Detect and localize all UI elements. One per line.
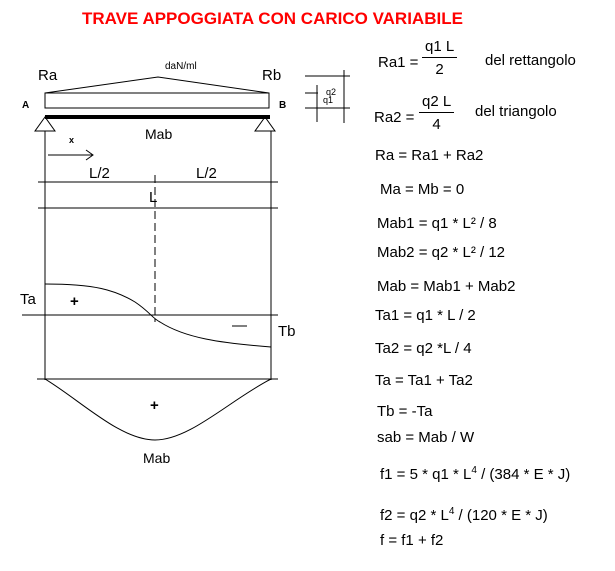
formula-tb: Tb = -Ta xyxy=(377,403,433,420)
ra1-numerator: q1 L xyxy=(422,39,457,58)
moment-diagram-label: Mab xyxy=(143,450,171,466)
formula-ta2: Ta2 = q2 *L / 4 xyxy=(375,340,472,357)
node-a-label: A xyxy=(22,100,30,111)
x-label: x xyxy=(69,135,75,145)
formula-f: f = f1 + f2 xyxy=(380,532,444,549)
formula-f1-exponent: 4 xyxy=(471,465,477,476)
load-unit-label: daN/ml xyxy=(165,61,197,72)
q2-label: q2 xyxy=(326,87,337,97)
formula-ra: Ra = Ra1 + Ra2 xyxy=(375,147,484,164)
ra1-lhs: Ra1 = xyxy=(378,54,419,71)
length-label: L xyxy=(149,189,158,206)
half-length-right-label: L/2 xyxy=(196,165,217,182)
half-length-left-label: L/2 xyxy=(89,165,110,182)
ra2-fraction xyxy=(419,94,454,132)
shear-plus-sign: + xyxy=(70,293,79,310)
ra2-denominator: 4 xyxy=(432,116,441,133)
reaction-rb-label: Rb xyxy=(262,67,282,84)
left-support xyxy=(35,117,55,131)
shear-ta-label: Ta xyxy=(20,291,36,308)
formula-ta1: Ta1 = q1 * L / 2 xyxy=(375,307,476,324)
node-b-label: B xyxy=(279,100,287,111)
formula-mab1: Mab1 = q1 * L² / 8 xyxy=(377,215,497,232)
formula-sab: sab = Mab / W xyxy=(377,429,475,446)
ra2-note: del triangolo xyxy=(475,103,557,120)
formula-mab2: Mab2 = q2 * L² / 12 xyxy=(377,244,505,261)
formula-ta: Ta = Ta1 + Ta2 xyxy=(375,372,473,389)
formula-f2 xyxy=(380,508,548,523)
shear-tb-label: Tb xyxy=(278,323,296,340)
beam-moment-label: Mab xyxy=(145,126,173,142)
shear-minus-sign: — xyxy=(232,317,247,334)
formula-f1 xyxy=(380,467,570,482)
ra1-fraction xyxy=(422,39,457,77)
formula-f2-denominator: / (120 * E * J) xyxy=(458,507,548,524)
rectangular-load xyxy=(45,93,269,108)
page-title: TRAVE APPOGGIATA CON CARICO VARIABILE xyxy=(82,9,463,28)
right-support xyxy=(255,117,275,131)
triangular-load-outline xyxy=(45,77,269,93)
ra1-denominator: 2 xyxy=(435,61,444,78)
ra2-lhs: Ra2 = xyxy=(374,109,415,126)
formula-f2-exponent: 4 xyxy=(448,506,455,517)
q1-label: q1 xyxy=(323,95,334,105)
ra1-note: del rettangolo xyxy=(485,52,576,69)
formula-f2-base: f2 = q2 * L xyxy=(380,507,449,524)
formula-f1-denominator: / (384 * E * J) xyxy=(481,466,571,483)
formula-f1-base: f1 = 5 * q1 * L xyxy=(380,466,472,483)
ra2-numerator: q2 L xyxy=(419,94,454,113)
formula-ma-mb: Ma = Mb = 0 xyxy=(380,181,465,198)
reaction-ra-label: Ra xyxy=(38,67,58,84)
moment-plus-sign: + xyxy=(150,397,159,414)
formula-mab: Mab = Mab1 + Mab2 xyxy=(377,278,516,295)
